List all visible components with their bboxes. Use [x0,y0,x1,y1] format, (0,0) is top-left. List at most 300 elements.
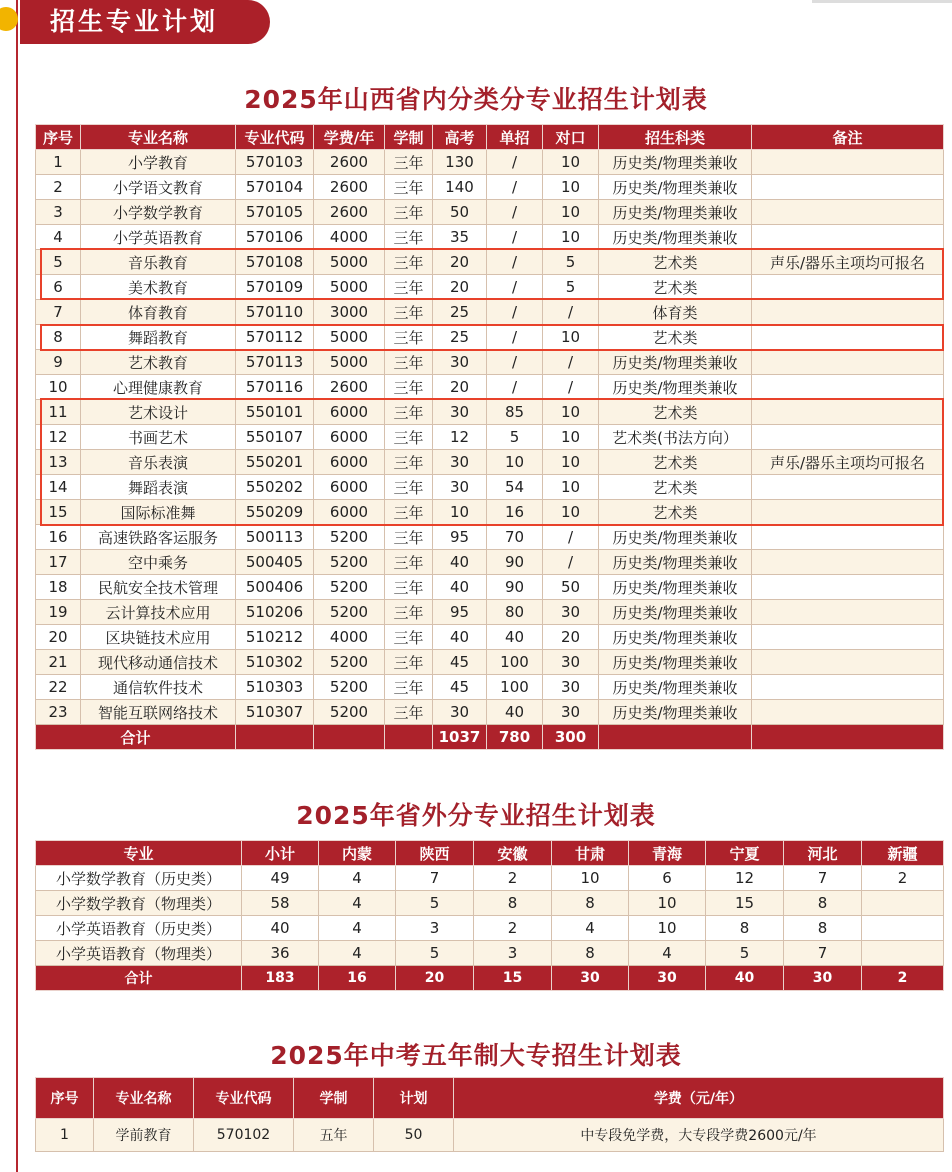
table-cell: 570110 [236,300,314,325]
column-header: 备注 [752,125,944,150]
table-cell: 8 [706,916,784,941]
table-cell: 30 [543,650,599,675]
table-row [36,450,944,475]
column-header: 单招 [487,125,543,150]
table-cell: 艺术设计 [81,400,236,425]
table-row [36,700,944,725]
table-cell: 570116 [236,375,314,400]
table-cell: 10 [629,891,706,916]
table-row [36,550,944,575]
table-cell: 10 [543,425,599,450]
total-cell: 40 [706,966,784,991]
table-header-row [36,1078,944,1119]
table-cell [752,150,944,175]
table-cell: 艺术类 [599,400,752,425]
out-of-province-table [35,840,944,991]
table-cell: 30 [433,700,487,725]
total-cell: 30 [552,966,629,991]
table-cell: 艺术类 [599,500,752,525]
table-cell: 10 [543,175,599,200]
table-cell: 艺术教育 [81,350,236,375]
table-cell: 三年 [385,225,433,250]
table-cell: 小学数学教育 [81,200,236,225]
table-cell: 2600 [314,175,385,200]
table-cell: 510212 [236,625,314,650]
table-row [36,650,944,675]
table-cell: 智能互联网络技术 [81,700,236,725]
table-cell: 1 [36,1119,94,1152]
table-cell: 5 [543,250,599,275]
table-row [36,325,944,350]
table-cell: 12 [36,425,81,450]
table-row [36,525,944,550]
table-cell: 6000 [314,425,385,450]
table-cell: 20 [36,625,81,650]
table-cell: 85 [487,400,543,425]
total-label: 合计 [36,966,242,991]
table-cell: 10 [543,225,599,250]
total-cell [599,725,752,750]
table-cell [752,325,944,350]
table-cell: 历史类/物理类兼收 [599,600,752,625]
table-cell: 艺术类 [599,250,752,275]
table-cell: 五年 [294,1119,374,1152]
table-cell: 4000 [314,625,385,650]
table-row [36,500,944,525]
table-cell [752,175,944,200]
table-cell: 5200 [314,600,385,625]
table-cell: 12 [706,866,784,891]
table-cell [752,500,944,525]
table-cell: 50 [374,1119,454,1152]
table-cell: 三年 [385,575,433,600]
table-cell: 40 [487,700,543,725]
table-row [36,475,944,500]
table-cell: 区块链技术应用 [81,625,236,650]
table-cell: 5000 [314,275,385,300]
table-cell: 艺术类(书法方向） [599,425,752,450]
table-cell: 3 [36,200,81,225]
table-total-row [36,966,944,991]
table-cell: 570109 [236,275,314,300]
table-cell: 声乐/器乐主项均可报名 [752,450,944,475]
table-cell: 5200 [314,700,385,725]
table-cell: 100 [487,650,543,675]
table-cell: 三年 [385,150,433,175]
table-cell: 学前教育 [94,1119,194,1152]
table-row [36,225,944,250]
table-cell [862,916,944,941]
table-cell: 45 [433,650,487,675]
column-header: 对口 [543,125,599,150]
table-cell: 550202 [236,475,314,500]
table-cell: 18 [36,575,81,600]
table-cell: 30 [433,475,487,500]
column-header: 专业代码 [194,1078,294,1119]
table-cell [752,300,944,325]
total-cell [236,725,314,750]
table-cell [752,575,944,600]
table-cell: 20 [433,375,487,400]
table-cell: 10 [543,450,599,475]
table-cell: 8 [552,891,629,916]
table-cell: 5 [36,250,81,275]
table-cell: 历史类/物理类兼收 [599,675,752,700]
table-cell: 550201 [236,450,314,475]
table-cell: 570113 [236,350,314,375]
table-cell: 2 [474,916,552,941]
column-header: 专业名称 [81,125,236,150]
table-cell: 5200 [314,550,385,575]
table-cell: 40 [433,550,487,575]
table-cell: 2 [474,866,552,891]
table-cell: 5200 [314,675,385,700]
table-cell: / [487,275,543,300]
table-cell: 3 [396,916,474,941]
table-cell: / [487,200,543,225]
table-cell [752,200,944,225]
total-cell [385,725,433,750]
table-cell: 40 [487,625,543,650]
table-cell: 40 [433,625,487,650]
total-label: 合计 [36,725,236,750]
table-row [36,200,944,225]
table-cell: 10 [487,450,543,475]
table-row [36,350,944,375]
table-cell: 5000 [314,250,385,275]
table-cell: 音乐教育 [81,250,236,275]
table-cell [752,275,944,300]
table-cell: 3000 [314,300,385,325]
table-cell: 70 [487,525,543,550]
table-cell: 三年 [385,700,433,725]
column-header: 序号 [36,125,81,150]
table-cell: 1 [36,150,81,175]
table-cell: 2 [862,866,944,891]
table-cell: 10 [543,400,599,425]
table-cell: 5200 [314,575,385,600]
table-cell: 90 [487,575,543,600]
table-cell: 4 [319,891,396,916]
table-cell: 30 [543,675,599,700]
table-row [36,175,944,200]
table-cell: 5000 [314,350,385,375]
table-cell: 现代移动通信技术 [81,650,236,675]
table-cell: 历史类/物理类兼收 [599,200,752,225]
table-cell: 10 [543,475,599,500]
table-cell: 历史类/物理类兼收 [599,375,752,400]
table-cell: 140 [433,175,487,200]
table-row [36,600,944,625]
table-cell: 7 [396,866,474,891]
table-cell [752,700,944,725]
table-row [36,575,944,600]
table-cell: 12 [433,425,487,450]
total-cell: 16 [319,966,396,991]
table2-title: 2025年省外分专业招生计划表 [296,801,656,830]
province-plan-table [35,124,944,750]
table-cell [752,225,944,250]
column-header: 小计 [242,841,319,866]
table-row [36,675,944,700]
table-cell: 5 [543,275,599,300]
table-cell: 2600 [314,200,385,225]
table-cell: 95 [433,600,487,625]
table-cell [752,425,944,450]
table-cell: 5 [396,941,474,966]
table-cell: 5 [396,891,474,916]
table-cell: 550209 [236,500,314,525]
table-cell: / [543,525,599,550]
table-cell: 23 [36,700,81,725]
total-cell [314,725,385,750]
table-cell: / [487,150,543,175]
table-cell: 5200 [314,525,385,550]
table-cell [862,941,944,966]
section-banner: 招生专业计划 [20,0,270,44]
table-cell: 4 [629,941,706,966]
table-cell: 三年 [385,650,433,675]
table-cell: 8 [784,916,862,941]
table-cell [752,625,944,650]
table-cell: 小学英语教育（物理类） [36,941,242,966]
table-cell: 8 [784,891,862,916]
table-cell: 550107 [236,425,314,450]
table-cell: 三年 [385,500,433,525]
table-row [36,275,944,300]
table-row [36,1119,944,1152]
table-cell: 6 [36,275,81,300]
table-cell: 6000 [314,450,385,475]
table-cell: 声乐/器乐主项均可报名 [752,250,944,275]
table-cell: / [487,225,543,250]
table-cell: 510303 [236,675,314,700]
table-cell: 三年 [385,525,433,550]
table-cell: 4 [319,941,396,966]
table-cell: / [487,250,543,275]
table-cell: 500406 [236,575,314,600]
table-cell: 5 [706,941,784,966]
table-cell [752,400,944,425]
table-cell: 4 [36,225,81,250]
table-cell: 50 [543,575,599,600]
table-cell: 中专段免学费，大专段学费2600元/年 [454,1119,944,1152]
table-cell: 8 [474,891,552,916]
table-cell: 570108 [236,250,314,275]
table-row [36,300,944,325]
table-cell: 16 [36,525,81,550]
table-cell: 30 [543,600,599,625]
table-cell: 艺术类 [599,275,752,300]
table-cell: 10 [543,150,599,175]
table3-title: 2025年中考五年制大专招生计划表 [270,1041,682,1070]
table-cell: / [487,375,543,400]
table-cell: 15 [706,891,784,916]
top-right-divider [812,0,952,3]
table-cell: 2600 [314,150,385,175]
table-cell: 小学语文教育 [81,175,236,200]
table-cell: 历史类/物理类兼收 [599,525,752,550]
table-cell: 8 [36,325,81,350]
table-cell: 舞蹈表演 [81,475,236,500]
table-cell: 10 [543,200,599,225]
table-header-row [36,841,944,866]
table-cell: 高速铁路客运服务 [81,525,236,550]
five-year-plan-table [35,1077,944,1152]
table-cell: 30 [543,700,599,725]
table-cell: 11 [36,400,81,425]
table-cell: 95 [433,525,487,550]
table-cell: 历史类/物理类兼收 [599,350,752,375]
table-cell: 体育类 [599,300,752,325]
total-cell: 15 [474,966,552,991]
table-cell [752,675,944,700]
table-cell: 历史类/物理类兼收 [599,150,752,175]
table-cell: 14 [36,475,81,500]
table-cell: 570112 [236,325,314,350]
table-cell: 13 [36,450,81,475]
table-cell: 历史类/物理类兼收 [599,650,752,675]
table-cell: 三年 [385,300,433,325]
table-cell: 历史类/物理类兼收 [599,550,752,575]
table-cell: 510206 [236,600,314,625]
table-cell: 570105 [236,200,314,225]
table-cell: 15 [36,500,81,525]
table-row [36,400,944,425]
table-cell: 7 [36,300,81,325]
table-cell: 历史类/物理类兼收 [599,700,752,725]
table-cell: 5200 [314,650,385,675]
table-cell: 40 [433,575,487,600]
table-cell: 50 [433,200,487,225]
table-cell: 30 [433,350,487,375]
table-cell: 三年 [385,550,433,575]
table-cell: 10 [433,500,487,525]
table-cell [752,600,944,625]
table-cell: / [543,300,599,325]
table-row [36,916,944,941]
table-cell: 音乐表演 [81,450,236,475]
table-cell: 2600 [314,375,385,400]
table-row [36,625,944,650]
table-row [36,941,944,966]
table-cell: 54 [487,475,543,500]
table-cell: 三年 [385,400,433,425]
column-header: 专业代码 [236,125,314,150]
column-header: 新疆 [862,841,944,866]
column-header: 学制 [294,1078,374,1119]
table-cell: 舞蹈教育 [81,325,236,350]
table-row [36,250,944,275]
table-cell: / [543,350,599,375]
table-cell: 550101 [236,400,314,425]
column-header: 学费/年 [314,125,385,150]
table-cell: 10 [629,916,706,941]
table-cell: 民航安全技术管理 [81,575,236,600]
table-cell: 16 [487,500,543,525]
column-header: 甘肃 [552,841,629,866]
table-cell: 三年 [385,275,433,300]
column-header: 学制 [385,125,433,150]
table-cell: 书画艺术 [81,425,236,450]
column-header: 陕西 [396,841,474,866]
table-cell: 3 [474,941,552,966]
table-cell [752,375,944,400]
table-cell: 570102 [194,1119,294,1152]
table-cell: 三年 [385,325,433,350]
table-cell: 三年 [385,600,433,625]
table-cell: 小学数学教育（历史类） [36,866,242,891]
column-header: 学费（元/年） [454,1078,944,1119]
table-row [36,375,944,400]
table-cell: 6000 [314,500,385,525]
table-cell: / [487,175,543,200]
table-cell: 30 [433,450,487,475]
table-row [36,891,944,916]
table-row [36,150,944,175]
table-cell: 三年 [385,675,433,700]
column-header: 宁夏 [706,841,784,866]
table-cell: 7 [784,941,862,966]
total-gaokao: 1037 [433,725,487,750]
table-cell [752,550,944,575]
table-cell: 历史类/物理类兼收 [599,575,752,600]
table-cell: 80 [487,600,543,625]
table-cell: 历史类/物理类兼收 [599,225,752,250]
table-cell: 三年 [385,200,433,225]
table-cell: 570106 [236,225,314,250]
left-accent-line [16,0,18,1172]
table-total-row [36,725,944,750]
table-cell: 20 [433,275,487,300]
column-header: 青海 [629,841,706,866]
table-cell [752,350,944,375]
table-cell: 4 [319,916,396,941]
table-cell: 小学数学教育（物理类） [36,891,242,916]
table-cell: 三年 [385,425,433,450]
table-cell: 20 [543,625,599,650]
table-cell: 22 [36,675,81,700]
table-cell: / [487,300,543,325]
total-danzhao: 780 [487,725,543,750]
column-header: 专业 [36,841,242,866]
table-cell: 6 [629,866,706,891]
column-header: 专业名称 [94,1078,194,1119]
total-cell: 30 [784,966,862,991]
table-cell: / [487,325,543,350]
table-cell: 8 [552,941,629,966]
table-cell: 历史类/物理类兼收 [599,625,752,650]
table-cell: 570103 [236,150,314,175]
table-cell [752,525,944,550]
table-cell: 10 [36,375,81,400]
total-cell: 30 [629,966,706,991]
table-cell: 20 [433,250,487,275]
table-cell: 空中乘务 [81,550,236,575]
table-cell: 30 [433,400,487,425]
total-cell: 20 [396,966,474,991]
table-cell: / [543,550,599,575]
table-cell: 500113 [236,525,314,550]
table-cell [862,891,944,916]
table-cell: 4000 [314,225,385,250]
table-cell: 510307 [236,700,314,725]
table-cell: 艺术类 [599,475,752,500]
column-header: 内蒙 [319,841,396,866]
table-cell [752,475,944,500]
table-cell: 500405 [236,550,314,575]
table-row [36,866,944,891]
